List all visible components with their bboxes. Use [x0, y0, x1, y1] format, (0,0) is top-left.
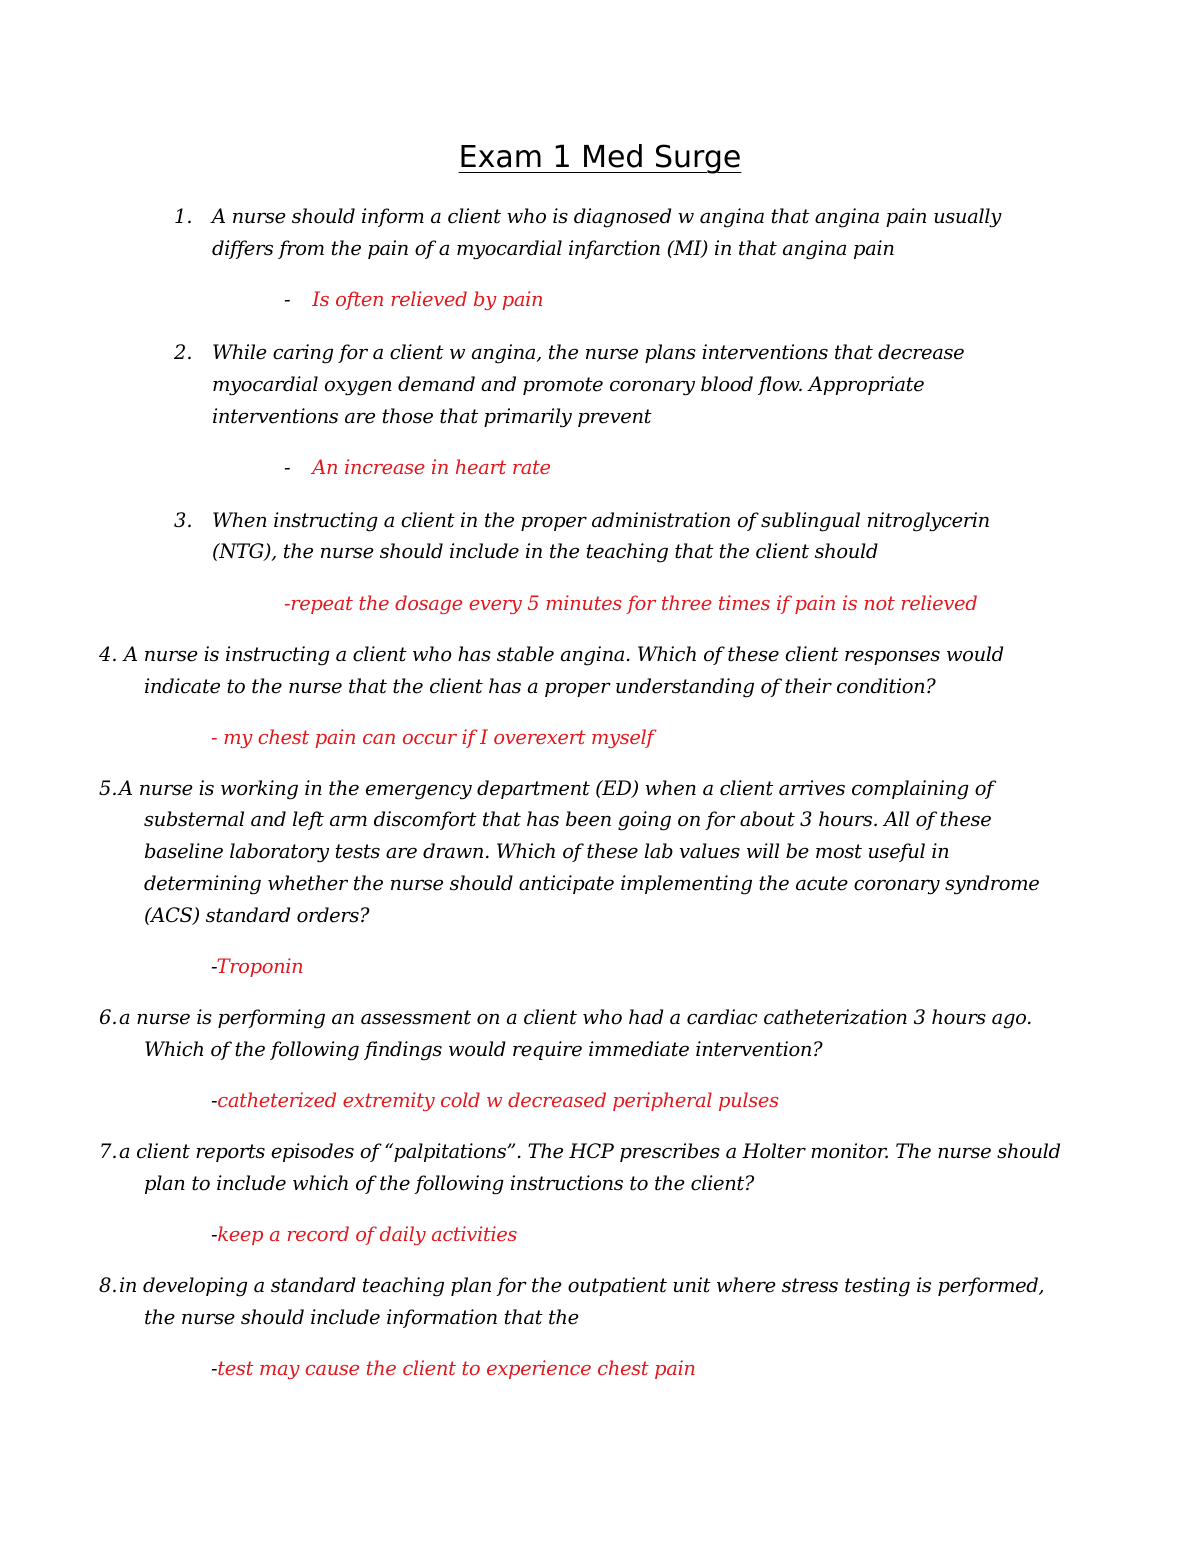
question-5-line-5: (ACS) standard orders?: [144, 904, 370, 927]
answer-4-text: my chest pain can occur if I overexert myself: [223, 726, 654, 749]
answer-2-dash: -: [284, 456, 291, 479]
question-5-line-4: determining whether the nurse should anticipate implementing the acute coronary syndrome: [144, 872, 1040, 895]
answer-7: [211, 1219, 517, 1251]
question-6-line-1: a nurse is performing an assessment on a client who had a cardiac catheterization 3 hours ago.: [119, 1006, 1032, 1029]
answer-1-text: Is often relieved by pain: [312, 288, 544, 311]
question-7-number: 7.: [99, 1140, 118, 1163]
answer-1: [284, 284, 543, 316]
question-2-line-2: myocardial oxygen demand and promote coronary blood flow. Appropriate: [212, 373, 925, 396]
question-5-line-2: substernal and left arm discomfort that has been going on for about 3 hours. All of these: [144, 808, 992, 831]
answer-4-dash: -: [211, 726, 224, 749]
answer-5: [211, 951, 303, 983]
question-3-line-2: (NTG), the nurse should include in the teaching that the client should: [212, 540, 878, 563]
question-8-line-2: the nurse should include information that the: [144, 1306, 579, 1329]
answer-7-text: keep a record of daily activities: [217, 1223, 518, 1246]
answer-5-text: Troponin: [216, 955, 304, 978]
question-3-line-1: When instructing a client in the proper administration of sublingual nitroglycerin: [212, 509, 990, 532]
answer-6-dash: -: [211, 1089, 218, 1112]
question-4-number: 4.: [99, 643, 118, 666]
question-2-line-1: While caring for a client w angina, the nurse plans interventions that decrease: [212, 341, 965, 364]
question-5-line-3: baseline laboratory tests are drawn. Which of these lab values will be most useful in: [144, 840, 950, 863]
answer-7-dash: -: [211, 1223, 218, 1246]
question-1-line-2: differs from the pain of a myocardial infarction (MI) in that angina pain: [212, 237, 895, 260]
question-1-number: 1.: [174, 205, 193, 228]
answer-3: [284, 588, 977, 620]
question-4-line-2: indicate to the nurse that the client has a proper understanding of their condition?: [144, 675, 936, 698]
answer-2: [284, 452, 551, 484]
question-1-line-1: A nurse should inform a client who is diagnosed w angina that angina pain usually: [212, 205, 1001, 228]
question-5-number: 5.: [99, 777, 118, 800]
question-2-line-3: interventions are those that primarily prevent: [212, 405, 652, 428]
question-7-line-2: plan to include which of the following instructions to the client?: [144, 1172, 755, 1195]
answer-8-dash: -: [211, 1357, 218, 1380]
question-8-line-1: in developing a standard teaching plan for the outpatient unit where stress testing is performed,: [119, 1274, 1045, 1297]
answer-5-dash: -: [211, 955, 217, 978]
question-5-line-1: A nurse is working in the emergency department (ED) when a client arrives complaining of: [119, 777, 993, 800]
question-3-number: 3.: [174, 509, 193, 532]
answer-6: [211, 1085, 779, 1117]
answer-8-text: test may cause the client to experience chest pain: [217, 1357, 696, 1380]
answer-4: [211, 722, 653, 754]
answer-3-dash: -: [284, 592, 291, 615]
answer-6-text: catheterized extremity cold w decreased peripheral pulses: [217, 1089, 779, 1112]
question-6-line-2: Which of the following findings would require immediate intervention?: [144, 1038, 823, 1061]
answer-2-text: An increase in heart rate: [312, 456, 551, 479]
question-7-line-1: a client reports episodes of “palpitations”. The HCP prescribes a Holter monitor. The nurse should: [119, 1140, 1061, 1163]
answer-1-dash: -: [284, 288, 291, 311]
answer-8: [211, 1353, 696, 1385]
question-2-number: 2.: [174, 341, 193, 364]
question-6-number: 6.: [99, 1006, 118, 1029]
answer-3-text: repeat the dosage every 5 minutes for three times if pain is not relieved: [290, 592, 978, 615]
document-title: Exam 1 Med Surge: [458, 140, 742, 175]
question-8-number: 8.: [99, 1274, 118, 1297]
question-4-line-1: A nurse is instructing a client who has stable angina. Which of these client responses would: [124, 643, 1004, 666]
